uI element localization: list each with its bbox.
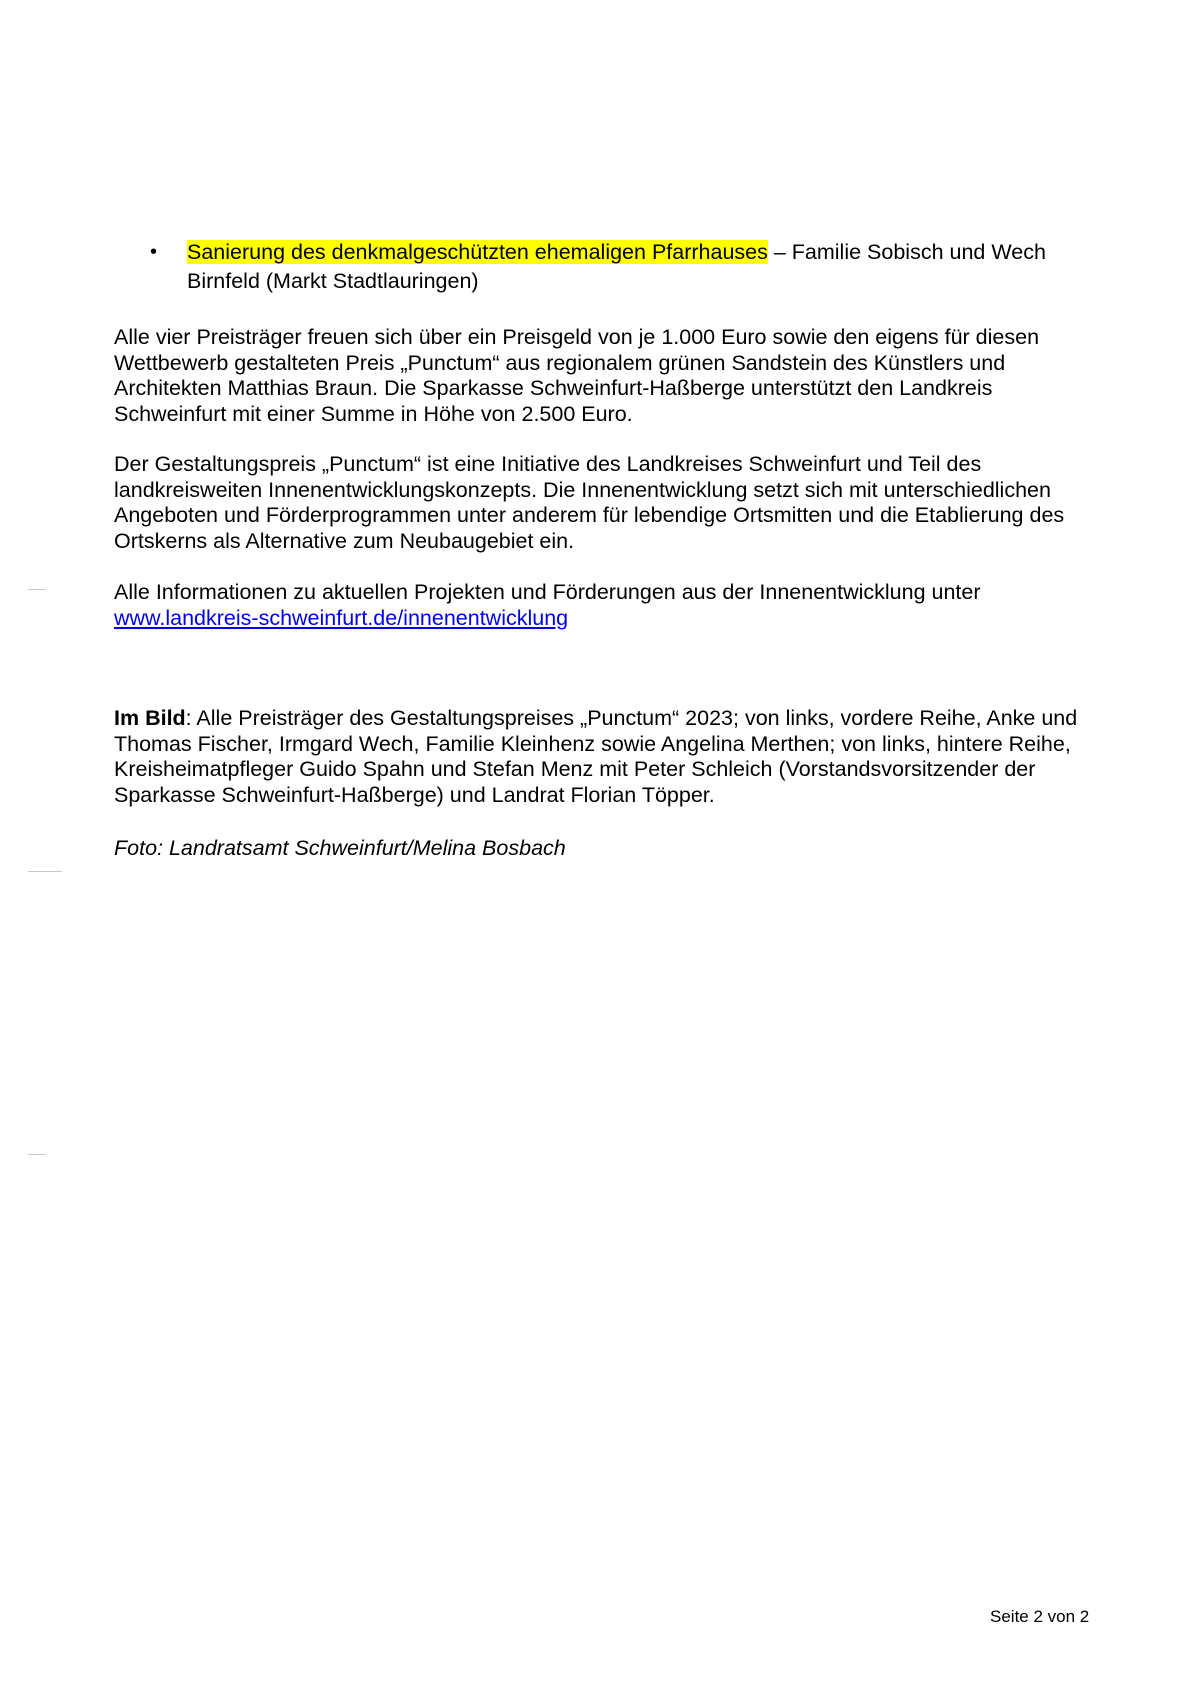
paragraph-prize-money: Alle vier Preisträger freuen sich über ein Preisgeld von je 1.000 Euro sowie den eigens für diesen Wettbewerb gestalteten Preis „Punctum“ aus regionalem grünen Sandstein des Künstlers und Architekten Matthias Braun. Die Sparkasse Schweinfurt-Haßberge unterstützt den Landkreis Schweinfurt mit einer Summe in Höhe von 2.500 Euro. (114, 325, 1040, 426)
caption-text: : Alle Preisträger des Gestaltungspreises „Punctum“ 2023; von links, vordere Reihe, Anke und Thomas Fischer, Irmgard Wech, Familie Kleinhenz sowie Angelina Merthen; von links, hintere Reihe, Kreisheimatpfleger Guido Spahn und Stefan Menz mit Peter Schleich (Vorstandsvorsitzender der Sparkasse Schweinfurt-Haßberge) und Landrat Florian Töpper. (114, 706, 1078, 807)
margin-fold-mark (28, 1154, 46, 1155)
paragraph-initiative: Der Gestaltungspreis „Punctum“ ist eine Initiative des Landkreises Schweinfurt und Teil des landkreisweiten Innenentwicklungskonzepts. Die Innenentwicklung setzt sich mit unterschiedlichen Angeboten und Förderprogrammen unter anderem für lebendige Ortsmitten und die Etablierung des Ortskerns als Alternative zum Neubaugebiet ein. (114, 452, 1065, 553)
margin-fold-mark (28, 589, 46, 590)
photo-credit: Foto: Landratsamt Schweinfurt/Melina Bosbach (114, 836, 566, 860)
paragraph-information (114, 580, 1104, 631)
bullet-rest-text: – Familie Sobisch und Wech Birnfeld (Markt Stadtlauringen) (187, 240, 1046, 293)
page-number: Seite 2 von 2 (990, 1607, 1090, 1626)
bullet-icon: • (150, 241, 158, 263)
information-text: Alle Informationen zu aktuellen Projekten und Förderungen aus der Innenentwicklung unter (114, 580, 981, 604)
margin-punch-mark (28, 871, 62, 872)
innenentwicklung-link[interactable]: www.landkreis-schweinfurt.de/innenentwicklung (114, 605, 569, 630)
bullet-text (187, 238, 1090, 295)
caption-label: Im Bild (114, 706, 186, 730)
photo-caption (114, 706, 1104, 808)
highlighted-text: Sanierung des denkmalgeschützten ehemaligen Pfarrhauses (187, 240, 768, 264)
bullet-list-item (150, 238, 1090, 295)
